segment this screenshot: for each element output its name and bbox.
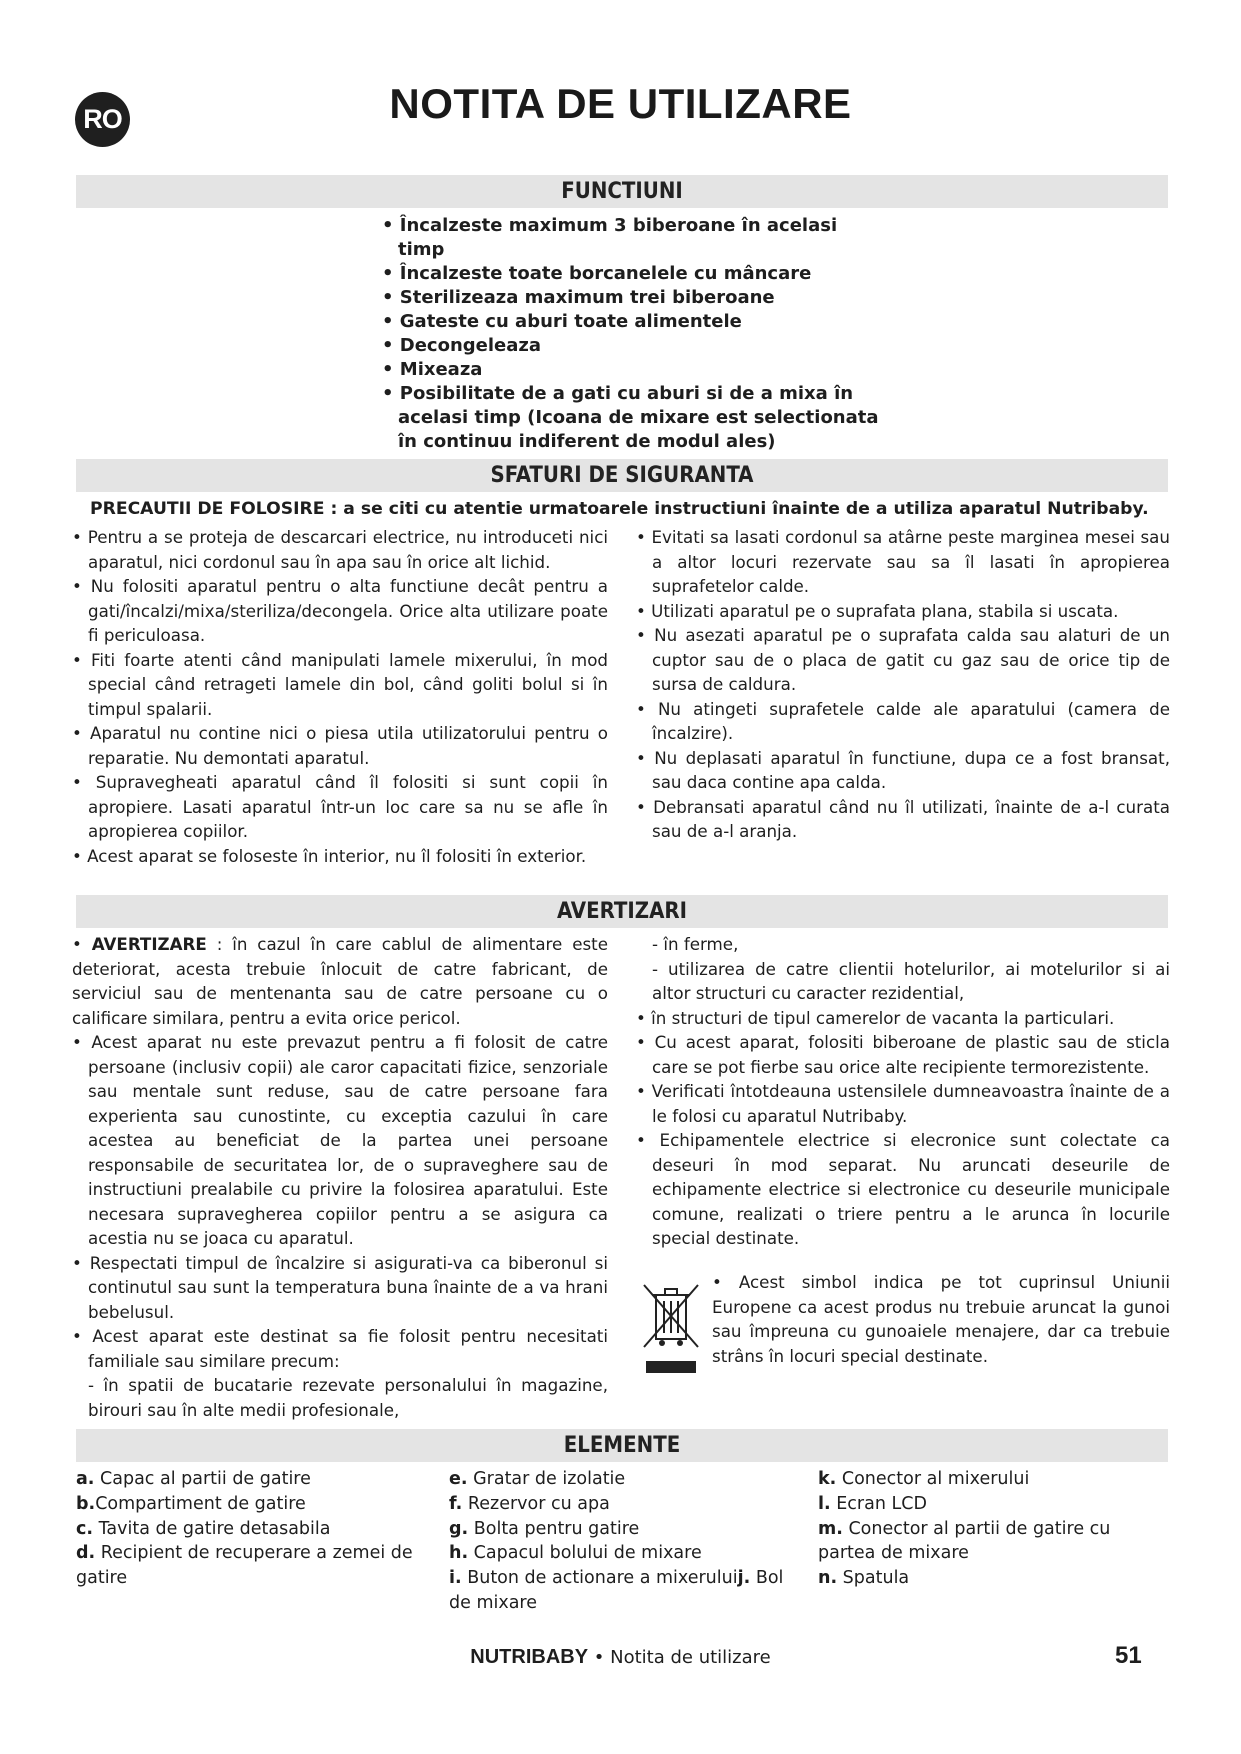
list-item: g. Bolta pentru gatire [449, 1518, 640, 1539]
list-item: • Evitati sa lasati cordonul sa atârne peste marginea mesei sau a altor locuri rezervate sau sa îl lasati în apropierea suprafetelor calde. [636, 525, 1170, 599]
list-item: • Acest aparat se foloseste în interior, nu îl folositi în exterior. [72, 844, 608, 869]
page-footer: NUTRIBABY • Notita de utilizare [470, 1646, 771, 1668]
language-badge: RO [75, 92, 130, 147]
list-item: • Încalzeste maximum 3 biberoane în acelasi timp [382, 214, 882, 262]
list-item: • Pentru a se proteja de descarcari electrice, nu introduceti nici aparatul, nici cordonul sau în apa sau în orice alt lichid. [72, 525, 608, 574]
list-item: • Verificati întotdeauna ustensilele dumneavoastra înainte de a le folosi cu aparatul Nutribaby. [636, 1079, 1170, 1128]
crossed-bin-icon [640, 1277, 702, 1377]
page-number: 51 [1115, 1642, 1142, 1669]
list-item: n. Spatula [818, 1568, 910, 1589]
list-item: • Respectati timpul de încalzire si asigurati-va ca biberonul si continutul sau sunt la temperatura buna înainte de a va hrani bebelusul. [72, 1251, 608, 1325]
warning-text: : în cazul în care cablul de alimentare este deteriorat, acesta trebuie înlocuit de catre fabricant, de serviciul sau de mentenanta sau de catre persoane cu o calificare similara, pentru a evita orice pericol. [72, 934, 608, 1028]
list-item: • Cu acest aparat, folositi biberoane de plastic sau de sticla care se pot fierbe sau orice alte recipiente termorezistente. [636, 1030, 1170, 1079]
list-item: b.Compartiment de gatire [76, 1493, 306, 1514]
list-item [72, 932, 608, 1030]
list-item: l. Ecran LCD [818, 1493, 927, 1514]
list-item: d. Recipient de recuperare a zemei de gatire [76, 1543, 413, 1589]
list-item: c. Tavita de gatire detasabila [76, 1518, 331, 1539]
list-item: • Nu atingeti suprafetele calde ale aparatului (camera de încalzire). [636, 697, 1170, 746]
page-title: NOTITA DE UTILIZARE [389, 80, 852, 127]
list-item: • Utilizati aparatul pe o suprafata plana, stabila si uscata. [636, 599, 1170, 624]
list-item: • Acest aparat nu este prevazut pentru a fi folosit de catre persoane (inclusiv copii) ale caror capacitati fizice, senzoriale sau mentale sunt reduse, sau de catre persoane fara experienta sau cunostinte, cu exceptia cazului în care acestea au beneficiat de la partea unei persoane responsabile de securitatea lor, de o supraveghere sau de instructiuni prealabile cu privire la folosirea aparatului. Este necesara supravegherea copiilor pentru a se asigura ca acestia nu se joaca cu aparatul. [72, 1030, 608, 1251]
list-item: • Fiti foarte atenti când manipulati lamele mixerului, în mod special când retrageti lamele din bol, când goliti bolul si în timpul spalarii. [72, 648, 608, 722]
list-item: - în ferme, [652, 934, 739, 954]
list-item: m. Conector al partii de gatire cu partea de mixare [818, 1518, 1111, 1564]
list-item: • Nu asezati aparatul pe o suprafata calda sau alaturi de un cuptor sau de o placa de gatit cu gaz sau de orice tip de sursa de caldura. [636, 623, 1170, 697]
list-item: • Nu deplasati aparatul în functiune, dupa ce a fost bransat, sau daca contine apa calda. [636, 746, 1170, 795]
list-item: • Gateste cu aburi toate alimentele [382, 310, 882, 334]
functiuni-list [382, 214, 882, 454]
list-item: • Supravegheati aparatul când îl folositi si sunt copii în apropiere. Lasati aparatul într-un loc care sa nu se afle în apropierea copiilor. [72, 770, 608, 844]
list-item: • Debransati aparatul când nu îl utilizati, înainte de a-l curata sau de a-l aranja. [636, 795, 1170, 844]
list-item: h. Capacul bolului de mixare [449, 1543, 702, 1564]
list-item: • Acest aparat este destinat sa fie folosit pentru necesitati familiale sau similare precum: [72, 1324, 608, 1373]
list-item: • Mixeaza [382, 358, 882, 382]
elemente-heading: ELEMENTE [76, 1429, 1168, 1462]
list-item: a. Capac al partii de gatire [76, 1469, 311, 1489]
elemente-col-3 [818, 1467, 1170, 1591]
list-item: - în spatii de bucatarie rezevate personalului în magazine, birouri sau în alte medii profesionale, [88, 1375, 608, 1420]
list-item: • Încalzeste toate borcanelele cu mâncare [382, 262, 882, 286]
list-item: • Nu folositi aparatul pentru o alta functiune decât pentru a gati/încalzi/mixa/steriliza/decongela. Orice alta utilizare poate fi periculoasa. [72, 574, 608, 648]
siguranta-left-list [72, 525, 608, 868]
warning-label: AVERTIZARE [91, 934, 207, 954]
precaution-note: PRECAUTII DE FOLOSIRE : a se citi cu atentie urmatoarele instructiuni înainte de a utiliza aparatul Nutribaby. [90, 499, 1149, 519]
list-item: k. Conector al mixerului [818, 1469, 1030, 1489]
weee-notice: • Acest simbol indica pe tot cuprinsul Uniunii Europene ca acest produs nu trebuie aruncat la gunoi sau împreuna cu gunoaiele menajere, dar ca trebuie strâns în locuri special destinate. [712, 1272, 1171, 1366]
footer-text: Notita de utilizare [610, 1647, 771, 1668]
list-item: - utilizarea de catre clientii hotelurilor, ai motelurilor si ai altor structuri cu caracter rezidential, [652, 958, 1170, 1003]
list-item: • Posibilitate de a gati cu aburi si de a mixa în acelasi timp (Icoana de mixare est selectionata în continuu indiferent de modul ales) [382, 382, 882, 454]
elemente-col-2 [449, 1467, 801, 1616]
list-item: e. Gratar de izolatie [449, 1469, 626, 1489]
list-item: f. Rezervor cu apa [449, 1493, 610, 1514]
avertizari-right-list [636, 932, 1170, 1251]
avertizari-heading: AVERTIZARI [76, 895, 1168, 928]
avertizari-left-list [72, 932, 608, 1422]
list-item: • Sterilizeaza maximum trei biberoane [382, 286, 882, 310]
list-item: • Aparatul nu contine nici o piesa utila utilizatorului pentru o reparatie. Nu demontati aparatul. [72, 721, 608, 770]
functiuni-heading: FUNCTIUNI [76, 175, 1168, 208]
siguranta-right-list [636, 525, 1170, 844]
list-item: • Decongeleaza [382, 334, 882, 358]
footer-brand: NUTRIBABY [470, 1646, 589, 1668]
list-item: i. Buton de actionare a mixeruluij. Bol de mixare [449, 1568, 784, 1613]
list-item: • Echipamentele electrice si elecronice sunt colectate ca deseuri în mod separat. Nu aruncati deseurile de echipamente electrice si electronice cu deseurile municipale comune, realizati o triere pentru a le arunca în locurile special destinate. [636, 1128, 1170, 1251]
list-item: • în structuri de tipul camerelor de vacanta la particulari. [636, 1006, 1170, 1031]
siguranta-heading: SFATURI DE SIGURANTA [76, 459, 1168, 492]
elemente-col-1 [76, 1467, 426, 1591]
